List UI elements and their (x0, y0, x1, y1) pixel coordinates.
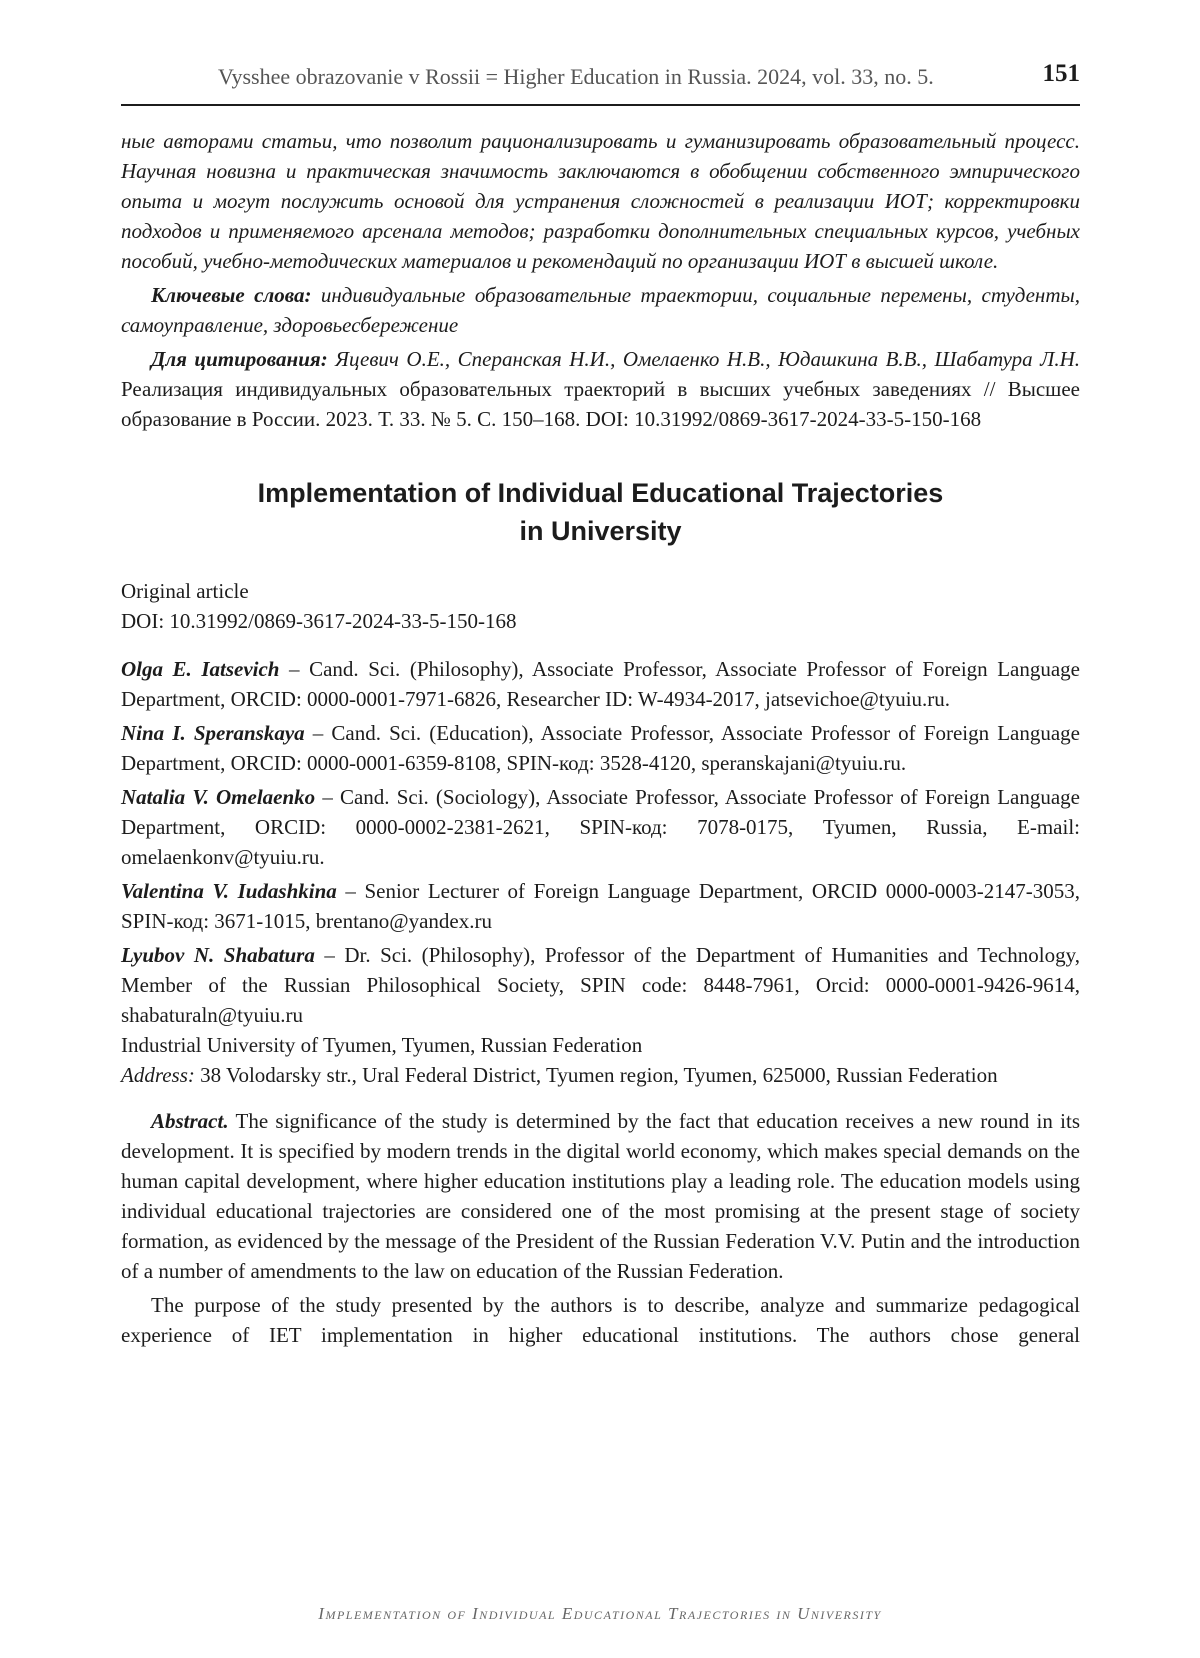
article-title (121, 474, 1080, 550)
russian-keywords-label: Ключевые слова: (151, 283, 312, 307)
russian-keywords (121, 280, 1080, 340)
running-title-footer: Implementation of Individual Educational Trajectories in University (318, 1604, 882, 1623)
author-name: Natalia V. Omelaenko (121, 785, 316, 809)
russian-citation-authors: Яцевич О.Е., Сперанская Н.И., Омелаенко Н.В., Юдашкина В.В., Шабатура Л.Н. (327, 347, 1080, 371)
address-label: Address: (121, 1063, 195, 1087)
author-entry (121, 876, 1080, 936)
article-meta (121, 576, 1080, 636)
english-abstract (121, 1106, 1080, 1350)
article-title-line-1: Implementation of Individual Educational Trajectories (257, 478, 944, 508)
author-details: – Cand. Sci. (Philosophy), Associate Professor, Associate Professor of Foreign Language Department, ORCID: 0000-0001-7971-6826, Researcher ID: W-4934-2017, jatsevichoe@tyuiu.ru. (121, 657, 1080, 711)
russian-keywords-text: индивидуальные образовательные траектории, социальные перемены, студенты, самоуправление, здоровьесбережение (121, 283, 1080, 337)
author-name: Nina I. Speranskaya (121, 721, 305, 745)
journal-citation-header: Vysshee obrazovanie v Rossii = Higher Education in Russia. 2024, vol. 33, no. 5. (218, 64, 934, 89)
article-title-line-2: in University (519, 516, 682, 546)
affiliation-address (121, 1060, 1080, 1090)
page-number: 151 (1042, 60, 1080, 87)
abstract-text-1: The significance of the study is determined by the fact that education receives a new round in its development. It is specified by modern trends in the digital world economy, which makes special demands on the human capital development, where higher education institutions play a leading role. The education models using individual educational trajectories are considered one of the most promising at the present stage of society formation, as evidenced by the message of the President of the Russian Federation V.V. Putin and the introduction of a number of amendments to the law on education of the Russian Federation. (121, 1109, 1080, 1283)
author-entry (121, 940, 1080, 1030)
affiliation-institution: Industrial University of Tyumen, Tyumen, Russian Federation (121, 1033, 643, 1057)
author-name: Lyubov N. Shabatura (121, 943, 315, 967)
abstract-paragraph-2: The purpose of the study presented by the authors is to describe, analyze and summarize pedagogical experience of IET implementation in higher educational institutions. The authors chose general (121, 1293, 1080, 1347)
abstract-paragraph-1 (121, 1106, 1080, 1286)
russian-abstract-tail: ные авторами статьи, что позволит рационализировать и гуманизировать образовательный процесс. Научная новизна и практическая значимость заключаются в обобщении собственного эмпирического опыта и могут послужить основой для устранения сложностей в реализации ИОТ; корректировки подходов и применяемого арсенала методов; разработки дополнительных специальных курсов, учебных пособий, учебно-методических материалов и рекомендаций по организации ИОТ в высшей школе. (121, 129, 1080, 273)
author-name: Valentina V. Iudashkina (121, 879, 337, 903)
article-doi: DOI: 10.31992/0869-3617-2024-33-5-150-168 (121, 609, 517, 633)
address-text: 38 Volodarsky str., Ural Federal District, Tyumen region, Tyumen, 625000, Russian Federation (194, 1063, 998, 1087)
abstract-label: Abstract. (151, 1109, 229, 1133)
author-details: – Senior Lecturer of Foreign Language Department, ORCID 0000-0003-2147-3053, SPIN-код: 3671-1015, brentano@yandex.ru (121, 879, 1080, 933)
author-name: Olga E. Iatsevich (121, 657, 280, 681)
author-details: – Cand. Sci. (Education), Associate Professor, Associate Professor of Foreign Language Department, ORCID: 0000-0001-6359-8108, SPIN-код: 3528-4120, speranskajani@tyuiu.ru. (121, 721, 1081, 775)
russian-citation-text: Реализация индивидуальных образовательных траекторий в высших учебных заведениях // Высшее образование в России. 2023. Т. 33. № 5. С. 150–168. DOI: 10.31992/0869-3617-2024-33-5-150-168 (121, 377, 1080, 431)
author-entry (121, 654, 1080, 714)
article-type: Original article (121, 579, 249, 603)
author-details: – Dr. Sci. (Philosophy), Professor of the Department of Humanities and Technology, Member of the Russian Philosophical Society, SPIN code: 8448-7961, Orcid: 0000-0001-9426-9614, shabaturaln@tyuiu.ru (121, 943, 1080, 1027)
author-details: – Cand. Sci. (Sociology), Associate Professor, Associate Professor of Foreign Language Department, ORCID: 0000-0002-2381-2621, SPIN-код: 7078-0175, Tyumen, Russia, E-mail: omelaenkonv@tyuiu.ru. (121, 785, 1080, 869)
author-entry (121, 782, 1080, 872)
russian-citation (121, 344, 1080, 434)
russian-citation-label: Для цитирования: (151, 347, 328, 371)
page-header (121, 58, 1080, 106)
author-entry (121, 718, 1080, 778)
author-list (121, 654, 1080, 1090)
page-content (121, 126, 1080, 1350)
